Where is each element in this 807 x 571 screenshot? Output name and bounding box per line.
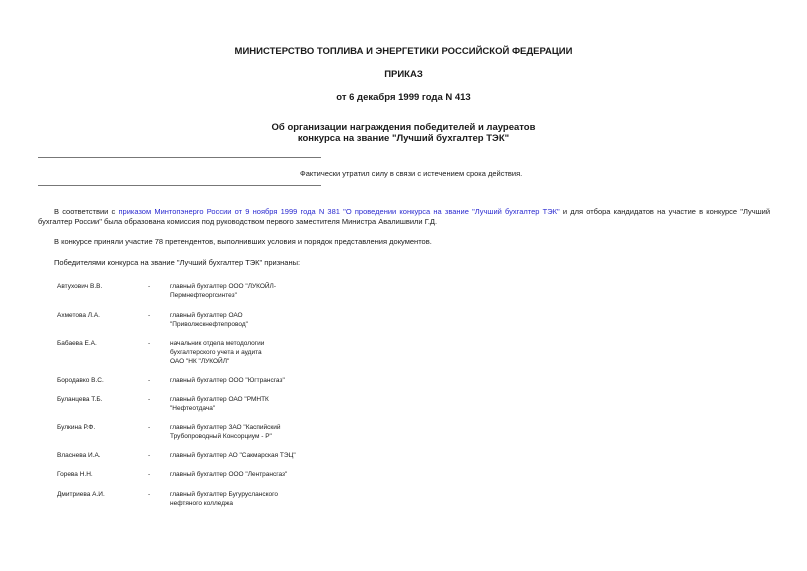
contest-order-link[interactable]: "О проведении конкурса на звание "Лучший бухгалтер ТЭК" — [343, 207, 560, 216]
winner-name: Бородавко В.С. — [57, 377, 104, 384]
winner-position: главный бухгалтер ОАО "РМНТК "Нефтеотдача" — [170, 396, 269, 412]
winner-position: начальник отдела методологии бухгалтерского учета и аудита ОАО "НК "ЛУКОЙЛ" — [170, 340, 265, 365]
winner-position: главный бухгалтер ООО "Лентрансгаз" — [170, 471, 288, 478]
winner-name: Ахметова Л.А. — [57, 312, 100, 319]
winner-dash: - — [148, 424, 151, 431]
winner-name: Автухович В.В. — [57, 283, 103, 290]
winner-dash: - — [148, 471, 151, 478]
winner-position: главный бухгалтер Бугурусланского нефтяного колледжа — [170, 491, 278, 507]
winner-position: главный бухгалтер ЗАО "Каспийский Трубопроводный Консорциум - Р" — [170, 424, 281, 440]
preamble-text-end: и для отбора кандидатов на участие в конкурсе "Лучший бухгалтер России" была образована комиссия под руководством первого заместителя Министра Авалишвили Г.Д. — [38, 207, 771, 226]
order-381-link[interactable]: приказом Минтопэнерго России от 9 ноября 1999 года N 381 — [118, 207, 340, 216]
document-type-heading: ПРИКАЗ — [384, 69, 423, 80]
winner-name: Буланцева Т.Б. — [57, 396, 103, 403]
divider-bottom — [38, 185, 321, 186]
paragraph-participants: В конкурсе приняли участие 78 претендентов, выполнивших условия и порядок представления документов. — [54, 237, 432, 246]
winner-name: Горева Н.Н. — [57, 471, 93, 478]
status-note: Фактически утратил силу в связи с истечением срока действия. — [300, 169, 523, 178]
subject-line-1: Об организации награждения победителей и лауреатов — [271, 122, 536, 133]
winner-name: Власнева И.А. — [57, 452, 101, 459]
paragraph-preamble — [38, 207, 770, 227]
winner-position: главный бухгалтер ООО "ЛУКОЙЛ- Пермнефтеоргсинтез" — [170, 283, 276, 299]
divider-top — [38, 157, 321, 158]
winner-position: главный бухгалтер ОАО "Приволжскнефтепровод" — [170, 312, 248, 328]
winner-dash: - — [148, 491, 151, 498]
winner-dash: - — [148, 312, 151, 319]
winner-name: Булкина Р.Ф. — [57, 424, 96, 431]
winner-dash: - — [148, 452, 151, 459]
winner-position: главный бухгалтер ООО "Югтрансгаз" — [170, 377, 285, 384]
preamble-text-start: В соответствии с — [54, 207, 119, 216]
document-date-number: от 6 декабря 1999 года N 413 — [336, 92, 471, 103]
winner-dash: - — [148, 377, 151, 384]
winner-position: главный бухгалтер АО "Сакмарская ТЭЦ" — [170, 452, 296, 459]
document-subject — [0, 122, 807, 144]
winner-name: Бабаева Е.А. — [57, 340, 97, 347]
winner-dash: - — [148, 283, 151, 290]
winner-name: Дмитриева А.И. — [57, 491, 105, 498]
winner-dash: - — [148, 340, 151, 347]
subject-line-2: конкурса на звание "Лучший бухгалтер ТЭК" — [297, 133, 510, 144]
winner-dash: - — [148, 396, 151, 403]
paragraph-winners-intro: Победителями конкурса на звание "Лучший бухгалтер ТЭК" признаны: — [54, 258, 301, 267]
ministry-heading: МИНИСТЕРСТВО ТОПЛИВА И ЭНЕРГЕТИКИ РОССИЙСКОЙ ФЕДЕРАЦИИ — [234, 46, 573, 57]
